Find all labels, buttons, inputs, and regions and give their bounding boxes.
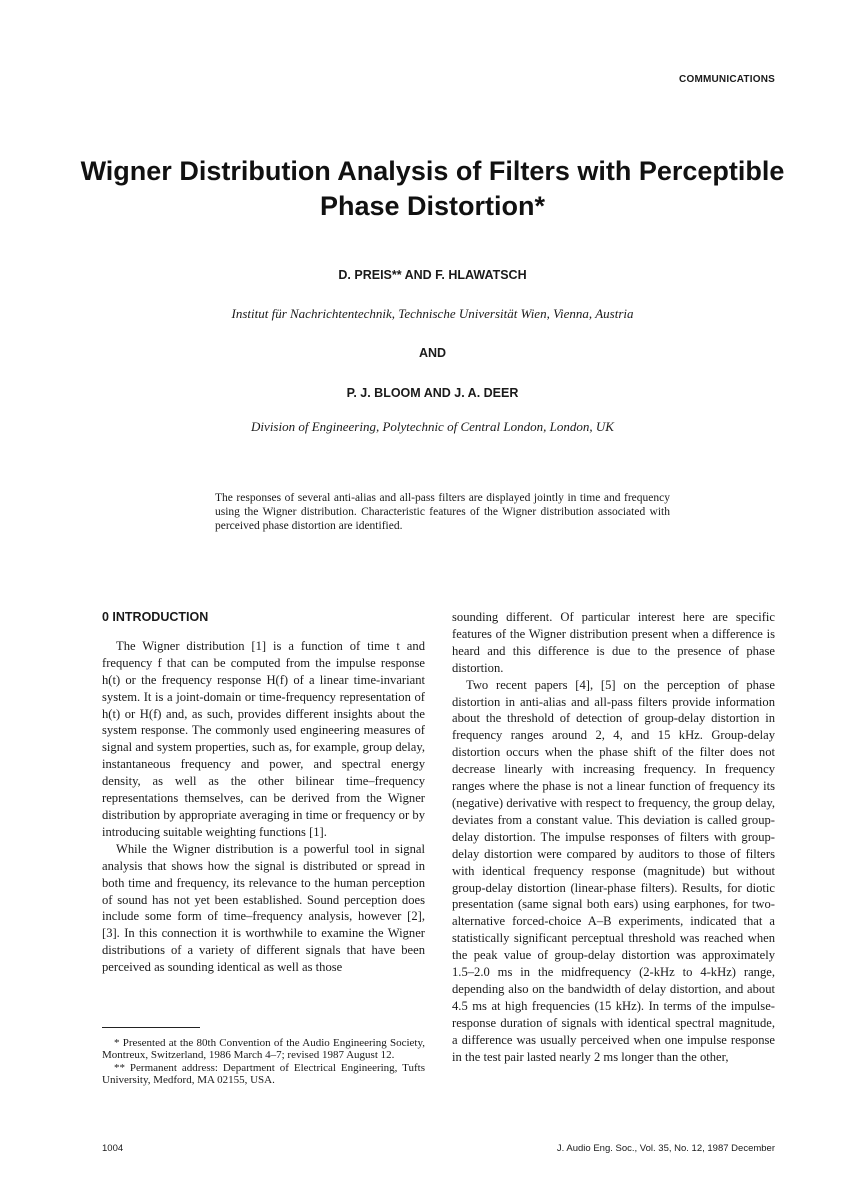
left-column — [102, 609, 425, 976]
abstract: The responses of several anti-alias and all-pass filters are displayed jointly in time and frequency using the Wigner distribution. Characteristic features of the Wigner distribution associated with perceived phase distortion are identified. — [215, 492, 670, 532]
authors-and: AND — [418, 346, 447, 360]
paper-title — [60, 154, 805, 224]
page-number: 1004 — [102, 1143, 124, 1154]
authors-group-2: P. J. BLOOM AND J. A. DEER — [346, 386, 519, 400]
paragraph-3: sounding different. Of particular interest here are specific features of the Wigner distribution present when a difference is heard and this difference is due to the presence of phase distortion. — [452, 610, 775, 675]
journal-citation: J. Audio Eng. Soc., Vol. 35, No. 12, 1987 December — [556, 1143, 775, 1154]
paragraph-4: Two recent papers [4], [5] on the perception of phase distortion in anti-alias and all-pass filters provide information about the threshold of detection of group-delay distortion in frequency ranges around 2, 4, and 15 kHz. Group-delay distortion occurs when the phase shift of the filter does not decrease linearly with increasing frequency. In frequency ranges where the phase is not a linear function of frequency its (negative) derivative with respect to frequency, the group delay, deviates from a constant value. This deviation is called group-delay distortion. The impulse responses of filters with group-delay distortion were compared by auditors to those of filters with identical frequency response (magnitude) but without group-delay distortion (linear-phase filters). Results, for diotic presentation (same signal both ears) using earphones, for two-alternative forced-choice A–B experiments, indicated that a statistically significant perceptual threshold was reached when the peak value of group-delay distortion was approximately 1.5–2.0 ms in the midfrequency (2-kHz to 4-kHz) range, depending also on the bandwidth of delay distortion, and about 4.5 ms at high frequencies (15 kHz). In terms of the impulse-response duration of signals with identical spectral magnitude, a difference was usually perceived when one impulse response in the test pair lasted nearly 2 ms longer than the other, — [452, 677, 775, 1064]
title-line-2: Phase Distortion* — [319, 191, 546, 221]
right-column — [452, 609, 775, 1065]
paragraph-2: While the Wigner distribution is a powerful tool in signal analysis that shows how the signal is distributed or spread in both time and frequency, its relevance to the human perception of sound has not yet been established. Sound perception does include some form of time–frequency analysis, however [2], [3]. In this connection it is worthwhile to examine the Wigner distributions of a variety of different signals that have been perceived as sounding identical as well as those — [102, 841, 425, 975]
footnotes — [102, 1037, 425, 1087]
affiliation-2: Division of Engineering, Polytechnic of Central London, London, UK — [251, 419, 614, 434]
paragraph-1: The Wigner distribution [1] is a function of time t and frequency f that can be computed from the impulse response h(t) or the frequency response H(f) of a linear time-invariant system. It is a joint-domain or time-frequency representation of h(t) or H(f) and, as such, provides different insights about the system response. The commonly used engineering measures of signal and system properties, such as, for example, group delay, instantaneous frequency and power, and spectral energy density, as well as the other bilinear time–frequency representations themselves, can be derived from the Wigner distribution by appropriate averaging in time or frequency or by introducing suitable weighting functions [1]. — [102, 638, 425, 839]
affiliation-1: Institut für Nachrichtentechnik, Technische Universität Wien, Vienna, Austria — [231, 306, 634, 321]
title-line-1: Wigner Distribution Analysis of Filters with Perceptible — [80, 156, 785, 186]
authors-group-1: D. PREIS** AND F. HLAWATSCH — [338, 268, 527, 282]
footnote-rule — [102, 1027, 200, 1028]
footnote-1: * Presented at the 80th Convention of the Audio Engineering Society, Montreux, Switzerland, 1986 March 4–7; revised 1987 August 12. — [102, 1037, 425, 1062]
running-header: COMMUNICATIONS — [679, 74, 775, 85]
footnote-2: ** Permanent address: Department of Electrical Engineering, Tufts University, Medford, MA 02155, USA. — [102, 1061, 425, 1087]
section-heading: 0 INTRODUCTION — [102, 610, 209, 624]
